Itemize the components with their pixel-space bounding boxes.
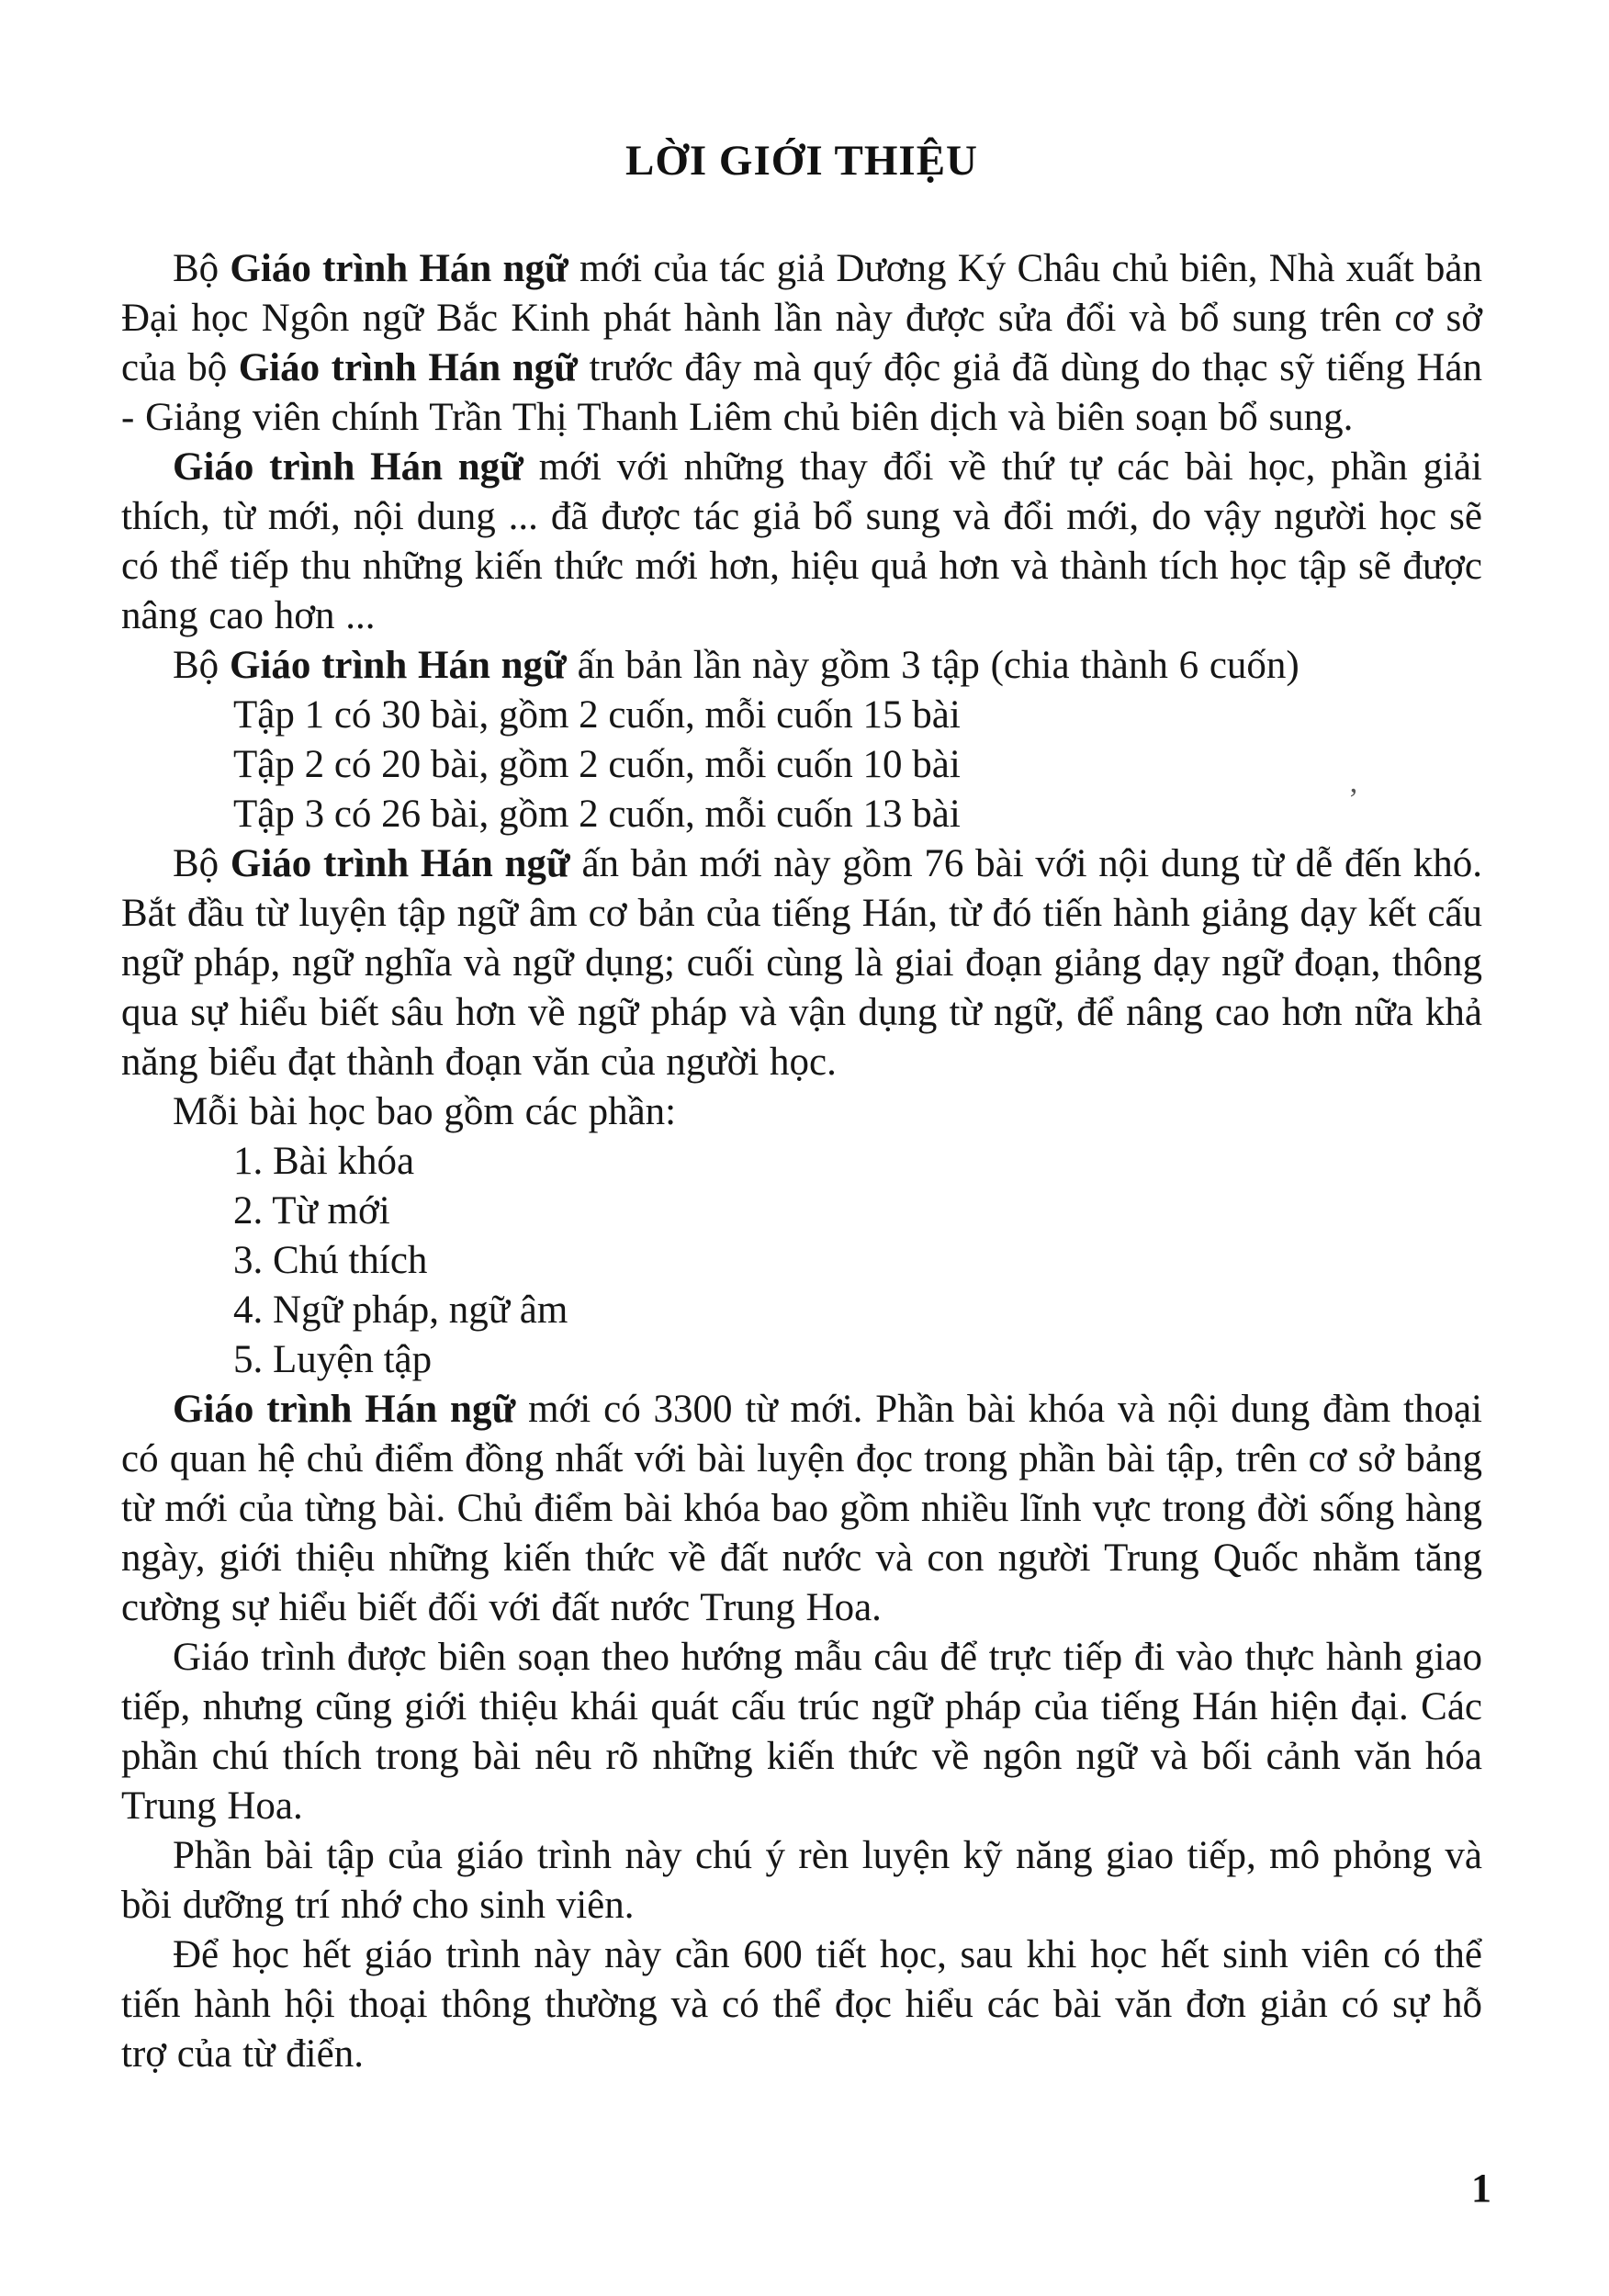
text-run: Bộ <box>173 247 231 290</box>
list-item: 1. Bài khóa <box>233 1140 415 1183</box>
text-run: ấn bản mới này gồm 76 bài với nội dung từ dễ đến khó. Bắt đầu từ luyện tập ngữ âm cơ bản của tiếng Hán, từ đó tiến hành giảng dạy kết cấu ngữ pháp, ngữ nghĩa và ngữ dụng; cuối cùng là giai đoạn giảng dạy ngữ đoạn, thông qua sự hiểu biết sâu hơn về ngữ pháp và vận dụng từ ngữ, để nâng cao hơn nữa khả năng biểu đạt thành đoạn văn của người học. <box>121 842 1482 1084</box>
paragraph-intro <box>121 244 1482 443</box>
list-item: 3. Chú thích <box>233 1239 428 1282</box>
paragraph-vocabulary <box>121 1385 1482 1633</box>
book-title-bold: Giáo trình Hán ngữ <box>229 644 567 687</box>
paragraph-method: Giáo trình được biên soạn theo hướng mẫu câu để trực tiếp đi vào thực hành giao tiếp, nhưng cũng giới thiệu khái quát cấu trúc ngữ pháp của tiếng Hán hiện đại. Các phần chú thích trong bài nêu rõ những kiến thức về ngôn ngữ và bối cảnh văn hóa Trung Hoa. <box>121 1636 1482 1828</box>
list-item: 4. Ngữ pháp, ngữ âm <box>233 1289 568 1332</box>
paragraph-structure <box>121 839 1482 1087</box>
list-item: Tập 1 có 30 bài, gồm 2 cuốn, mỗi cuốn 15 bài <box>233 693 961 737</box>
text-run: mới có 3300 từ mới. Phần bài khóa và nội dung đàm thoại có quan hệ chủ điểm đồng nhất với bài luyện đọc trong phần bài tập, trên cơ sở bảng từ mới của từng bài. Chủ điểm bài khóa bao gồm nhiều lĩnh vực trong đời sống hàng ngày, giới thiệu những kiến thức về đất nước và con người Trung Quốc nhằm tăng cường sự hiểu biết đối với đất nước Trung Hoa. <box>121 1388 1482 1629</box>
book-title-bold: Giáo trình Hán ngữ <box>230 247 568 290</box>
text-block <box>121 136 1482 2079</box>
text-run: Bộ <box>173 644 230 687</box>
paragraph-edition <box>121 641 1482 691</box>
list-item: 5. Luyện tập <box>233 1338 433 1381</box>
page-title: LỜI GIỚI THIỆU <box>624 137 979 185</box>
list-item: 2. Từ mới <box>233 1189 390 1232</box>
text-run: ấn bản lần này gồm 3 tập (chia thành 6 cuốn) <box>566 644 1300 687</box>
book-title-bold: Giáo trình Hán ngữ <box>173 1388 516 1431</box>
book-title-bold: Giáo trình Hán ngữ <box>173 445 523 489</box>
text-run: Bộ <box>173 842 231 885</box>
paragraph-hours: Để học hết giáo trình này này cần 600 tiết học, sau khi học hết sinh viên có thể tiến hành hội thoại thông thường và có thể đọc hiểu các bài văn đơn giản có sự hỗ trợ của từ điển. <box>121 1933 1482 2076</box>
text-run: mới với những thay đổi về thứ tự các bài học, phần giải thích, từ mới, nội dung ... đã được tác giả bổ sung và đổi mới, do vậy người học sẽ có thể tiếp thu những kiến thức mới hơn, hiệu quả hơn và thành tích học tập sẽ được nâng cao hơn ... <box>121 445 1482 637</box>
volumes-list <box>121 691 1482 839</box>
text-run: trước đây mà quý độc giả đã dùng do thạc sỹ tiếng Hán - Giảng viên chính Trần Thị Thanh Liêm chủ biên dịch và biên soạn bổ sung. <box>121 346 1483 439</box>
list-item: Tập 2 có 20 bài, gồm 2 cuốn, mỗi cuốn 10 bài <box>233 743 961 786</box>
lesson-parts-list <box>121 1137 1482 1385</box>
book-title-bold: Giáo trình Hán ngữ <box>238 346 578 389</box>
paragraph-lesson-parts-intro: Mỗi bài học bao gồm các phần: <box>173 1090 677 1133</box>
paragraph-changes <box>121 443 1482 641</box>
text-run: mới của tác giả Dương Ký Châu chủ biên, Nhà xuất bản Đại học Ngôn ngữ Bắc Kinh phát hành lần này được sửa đổi và bổ sung trên cơ sở của bộ <box>121 247 1483 389</box>
page-number: 1 <box>1471 2166 1491 2211</box>
book-title-bold: Giáo trình Hán ngữ <box>230 842 570 885</box>
paragraph-exercises: Phần bài tập của giáo trình này chú ý rèn luyện kỹ năng giao tiếp, mô phỏng và bồi dưỡng trí nhớ cho sinh viên. <box>121 1834 1482 1927</box>
scan-artifact-mark: ’ <box>1348 782 1359 816</box>
list-item: Tập 3 có 26 bài, gồm 2 cuốn, mỗi cuốn 13 bài <box>233 793 961 836</box>
